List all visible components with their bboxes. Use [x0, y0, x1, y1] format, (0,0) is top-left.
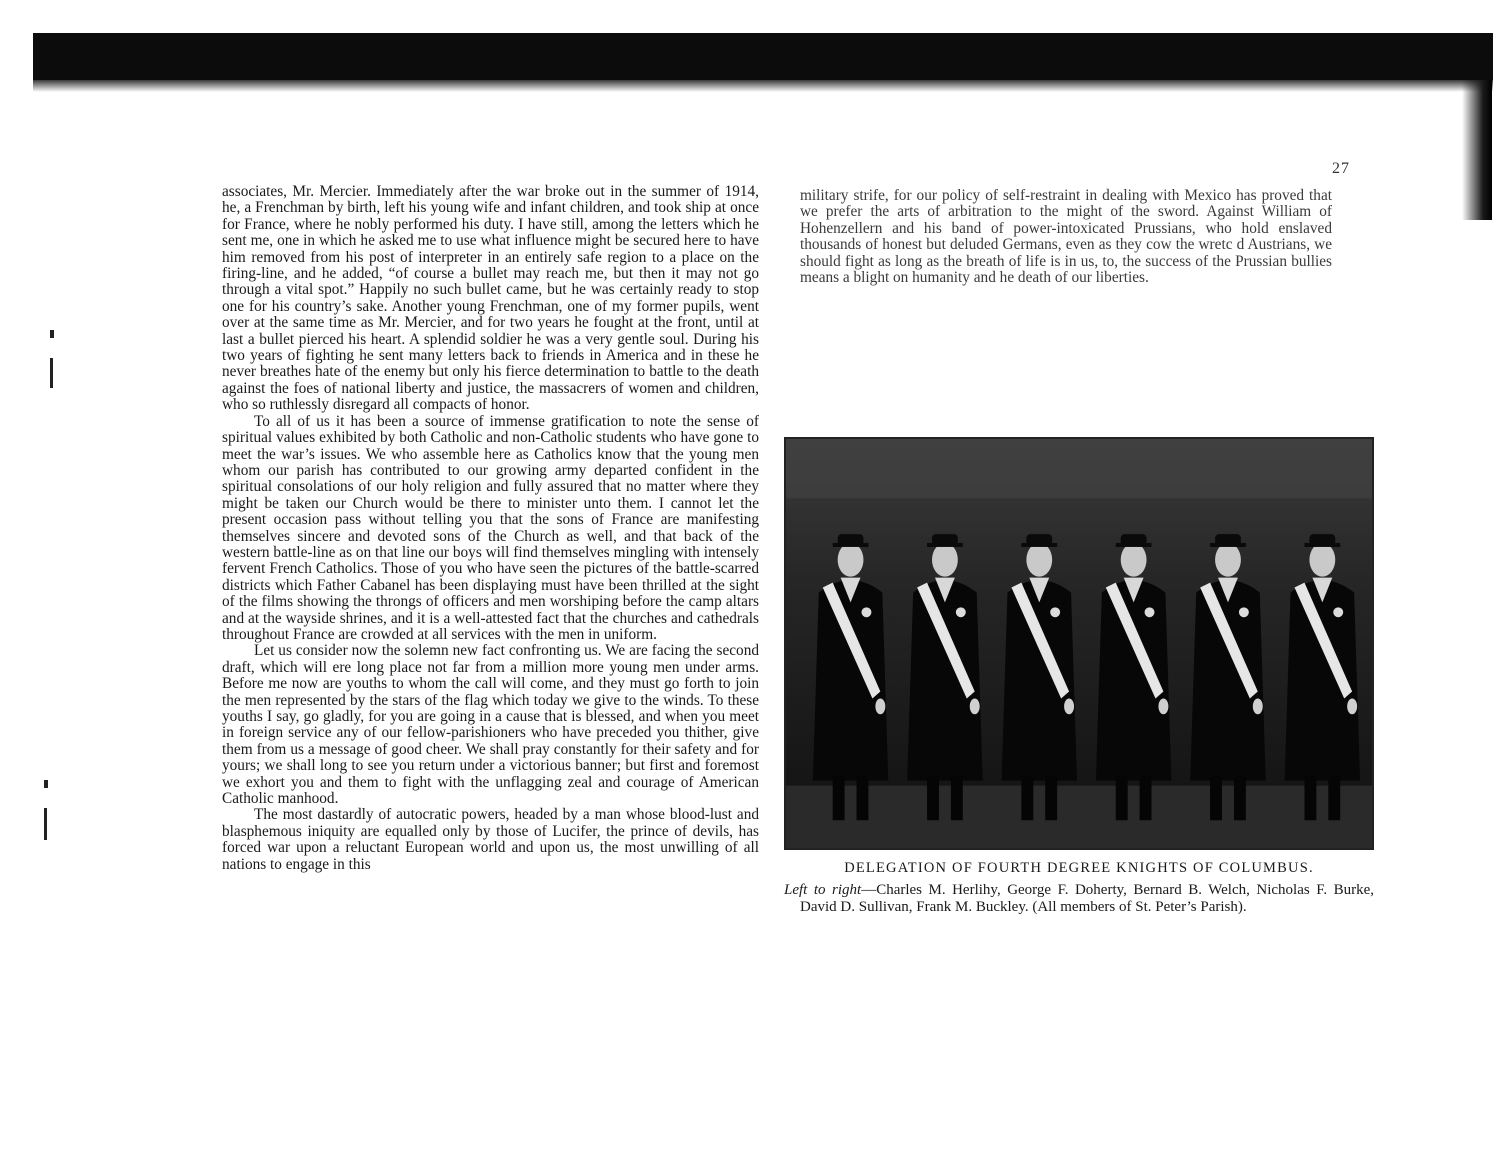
- group-photograph: [784, 437, 1374, 850]
- leg: [1234, 776, 1246, 821]
- scan-edge-shadow: [1462, 80, 1492, 220]
- face: [1215, 543, 1241, 577]
- glove: [1253, 698, 1263, 714]
- leg: [833, 776, 845, 821]
- scan-speck: [44, 808, 47, 840]
- scan-speck: [50, 330, 54, 338]
- hat-brim: [1304, 543, 1340, 547]
- hat-brim: [1021, 543, 1057, 547]
- glove: [970, 698, 980, 714]
- hat-brim: [927, 543, 963, 547]
- caption-lead: Left to right: [784, 882, 862, 898]
- left-text-column: [222, 184, 759, 873]
- scan-speck: [50, 358, 53, 388]
- paragraph: The most dastardly of autocratic powers, headed by a man whose blood-lust and blasphemous iniquity are equalled only by those of Lucifer, the prince of devils, has forced war upon a reluctant European world and upon us, the most unwilling of all nations to engage in this: [222, 806, 759, 873]
- leg: [1210, 776, 1222, 821]
- leg: [1304, 776, 1316, 821]
- paragraph: Let us consider now the solemn new fact confronting us. We are facing the second draft, which will ere long place not far from a million more young men under arms. Before me now are youths to whom the call will come, and they must go forth to join the men represented by the stars of the flag which today we give to the winds. To these youths I say, go gladly, for you are going in a cause that is blessed, and when you meet in foreign service any of our fellow-parishioners who have preceded you thither, give them from us a message of good cheer. We shall pray constantly for their safety and for yours; we shall long to see you return under a victorious banner; but first and foremost we exhort you and them to fight with the unflagging zeal and courage of American Catholic manhood.: [222, 642, 759, 808]
- rosette: [861, 607, 871, 617]
- face: [1121, 543, 1147, 577]
- paragraph: To all of us it has been a source of immense gratification to note the sense of spiritual values exhibited by both Catholic and non-Catholic students who have gone to meet the war’s issues. We who assemble here as Catholics know that the young men whom our parish has contributed to our growing army departed confident in the spiritual consolations of our holy religion and fully assured that no matter where they might be taken our Church would be there to minister unto them. I cannot let the present occasion pass without telling you that the sons of France are manifesting themselves sincere and devoted sons of the Church as well, and that back of the western battle-line as on that line our boys will find themselves mingling with intensely fervent French Catholics. Those of you who have seen the pictures of the battle-scarred districts which Father Cabanel has been displaying must have been thrilled at the sight of the films showing the throngs of officers and men worshiping before the camp altars and at the wayside shrines, and it is a well-attested fact that the churches and cathedrals throughout France are crowded at all services with the men in uniform.: [222, 412, 759, 643]
- scan-border-shadow: [33, 80, 1493, 92]
- leg: [951, 776, 963, 821]
- hat-brim: [1116, 543, 1152, 547]
- paragraph: military strife, for our policy of self-restraint in dealing with Mexico has proved that we prefer the arts of arbitration to the might of the sword. Against William of Hohenzellern and his band of power-intoxicated Prussians, who hold enslaved thousands of honest but deluded Germans, even as they cow the wretc d Austrians, we should fight as long as the breath of life is in us, to, the success of the Prussian bullies means a blight on humanity and he death of our liberties.: [800, 187, 1332, 287]
- caption-names: —Charles M. Herlihy, George F. Doherty, Bernard B. Welch, Nicholas F. Burke, David D. Sullivan, Frank M. Buckley. (All members of St. Peter’s Parish).: [800, 882, 1374, 915]
- face: [932, 543, 958, 577]
- photo-caption: [784, 882, 1374, 916]
- face: [1309, 543, 1335, 577]
- leg: [1045, 776, 1057, 821]
- group-photograph-image: [786, 439, 1372, 848]
- coat: [813, 580, 888, 781]
- scan-speck: [44, 780, 48, 788]
- leg: [1021, 776, 1033, 821]
- rosette: [1239, 607, 1249, 617]
- rosette: [1050, 607, 1060, 617]
- leg: [1328, 776, 1340, 821]
- rosette: [1145, 607, 1155, 617]
- hat-brim: [833, 543, 869, 547]
- leg: [1116, 776, 1128, 821]
- glove: [1064, 698, 1074, 714]
- glove: [1347, 698, 1357, 714]
- photo-caption-title: DELEGATION OF FOURTH DEGREE KNIGHTS OF COLUMBUS.: [844, 860, 1314, 876]
- scan-top-border: [33, 33, 1493, 80]
- coat: [1190, 580, 1265, 781]
- coat: [1285, 580, 1360, 781]
- face: [838, 543, 864, 577]
- coat: [1096, 580, 1171, 781]
- glove: [1158, 698, 1168, 714]
- page-number: 27: [1332, 160, 1350, 177]
- hat-brim: [1210, 543, 1246, 547]
- leg: [857, 776, 869, 821]
- paragraph: associates, Mr. Mercier. Immediately after the war broke out in the summer of 1914, he, a Frenchman by birth, left his young wife and infant children, and took ship at once for France, where he nobly performed his duty. I have still, among the letters which he sent me, one in which he asked me to use what influence might be secured here to have him removed from his post of interpreter in an entirely safe region to a place on the firing-line, and he added, “of course a bullet may reach me, but then it may not go through a vital spot.” Happily no such bullet came, but he was certainly ready to stop one for his country’s sake. Another young Frenchman, one of my former pupils, went over at the same time as Mr. Mercier, and for two years he fought at the front, until at last a bullet pierced his heart. A splendid soldier he was a very gentle soul. During his two years of fighting he sent many letters back to friends in America and in these he never breathes hate of the enemy but only his fierce determination to battle to the death against the foes of national liberty and justice, the massacrers of women and children, who so ruthlessly disregard all compacts of honor.: [222, 183, 759, 414]
- leg: [927, 776, 939, 821]
- face: [1026, 543, 1052, 577]
- rosette: [956, 607, 966, 617]
- rosette: [1333, 607, 1343, 617]
- right-text-column: [800, 188, 1332, 286]
- coat: [1002, 580, 1077, 781]
- leg: [1140, 776, 1152, 821]
- coat: [907, 580, 982, 781]
- glove: [875, 698, 885, 714]
